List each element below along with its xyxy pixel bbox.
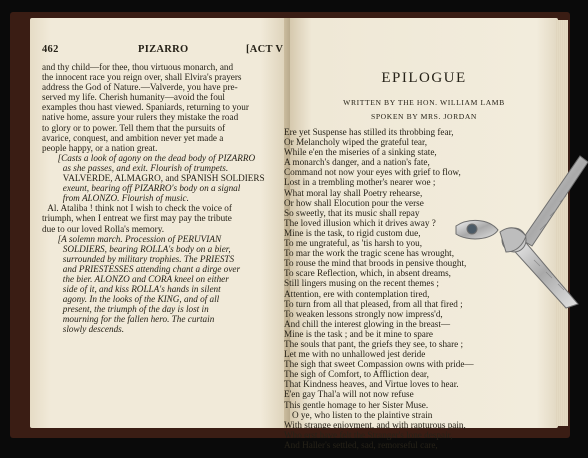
left-text-line: surrounded by military trophies. The PRIESTS <box>62 253 235 264</box>
verse-line: This gentle homage to her Sister Muse. <box>284 399 429 410</box>
verse-line: E'en gay Thal'a will not now refuse <box>284 389 414 400</box>
verse-line: To turn from all that pleased, from all that fired ; <box>284 298 463 309</box>
verse-line: What moral lay shall Poetry rehearse, <box>284 187 423 198</box>
left-text-line: to glory or to power. Tell them that the pursuits of <box>42 122 226 133</box>
verse-line: Who erst have felt the Stranger's lone despair, <box>284 429 453 440</box>
verse-line: The sigh of Comfort, to Affliction dear, <box>284 369 429 380</box>
left-text-line: the bier. ALONZO and CORA kneel on either <box>62 273 229 284</box>
left-page-text <box>42 62 265 335</box>
verse-line: So sweetly, that its music shall repay <box>284 207 420 218</box>
left-text-line: and thy child—for thee, thou virtuous monarch, and <box>42 62 234 72</box>
verse-line: To me ungrateful, as 'tis harsh to you, <box>284 238 423 249</box>
verse-line: To weaken lessons strongly now impress'd, <box>284 308 443 319</box>
verse-line: O ye, who listen to the plaintive strain <box>292 409 433 420</box>
verse-line: A monarch's danger, and a nation's fate, <box>284 157 430 168</box>
ornate-silver-page-clip-icon <box>448 148 588 308</box>
left-text-line: [A solemn march. Procession of PERUVIAN <box>57 233 222 244</box>
page-number: 462 <box>42 44 59 55</box>
left-text-line: mourning for the fallen hero. The curtain <box>62 314 215 325</box>
epilogue-verse <box>284 127 474 450</box>
left-text-line: due to our loved Rolla's memory. <box>42 223 165 234</box>
verse-line: Or Melancholy wiped the grateful tear, <box>284 137 428 148</box>
verse-line: Lost in a trembling mother's nearer woe ; <box>284 177 436 188</box>
verse-line: The sigh that sweet Compassion owns with pride— <box>284 359 474 370</box>
left-text-line: agony. In the looks of the KING, and of all <box>62 294 220 305</box>
left-text-line: avarice, conquest, and ambition never yet made a <box>42 132 224 143</box>
left-text-line: people happy, or a nation great. <box>42 142 158 153</box>
left-text-line: VALVERDE, ALMAGRO, and SPANISH SOLDIERS <box>62 173 265 184</box>
verse-line: The loved illusion which it drives away ? <box>284 217 436 228</box>
left-text-line: examples thou hast viewed. Spaniards, returning to your <box>42 102 249 113</box>
left-text-line: native home, assure your rulers they mistake the road <box>42 112 239 123</box>
written-by-line: WRITTEN BY THE HON. WILLIAM LAMB <box>343 98 505 107</box>
verse-line: Attention, ere with contemplation tired, <box>284 288 430 299</box>
left-text-line: SOLDIERS, bearing ROLLA's body on a bier, <box>62 243 231 254</box>
verse-line: The souls that pant, the griefs they see, to share ; <box>284 338 464 349</box>
left-text-line: Al. Ataliba ! think not I wish to check the voice of <box>47 203 232 214</box>
verse-line: And Haller's settled, sad, remorseful care, <box>284 439 438 450</box>
left-text-line: slowly descends. <box>62 324 125 335</box>
verse-line: With strange enjoyment, and with rapturous pain, <box>284 419 466 430</box>
verse-line: To rouse the mind that broods in pensive thought, <box>284 258 467 269</box>
left-text-line: present, the triumph of the day is lost in <box>62 304 209 315</box>
act-marker: [ACT V <box>246 44 284 55</box>
left-text-line: triumph, when I entreat we first may pay the tribute <box>42 213 232 224</box>
verse-line: Mine is the task ; and be it mine to spare <box>284 328 434 339</box>
verse-line: To scare Reflection, which, in absent dreams, <box>284 268 451 279</box>
verse-line: While e'en the miseries of a sinking state, <box>284 147 437 158</box>
verse-line: Or how shall Elocution pour the verse <box>284 197 424 208</box>
left-text-line: served my life. Cherish humanity—avoid the foul <box>42 92 225 103</box>
left-text-line: from ALONZO. Flourish of music. <box>62 193 189 204</box>
verse-line: Still lingers musing on the recent themes ; <box>284 278 439 289</box>
left-text-line: the innocent race you reign over, shall Elvira's prayers <box>42 72 242 83</box>
verse-line: And chill the interest glowing in the breast— <box>284 318 451 329</box>
verse-line: Mine is the task, to rigid custom due, <box>284 227 421 238</box>
left-page <box>30 18 292 428</box>
verse-line: Ere yet Suspense has stilled its throbbing fear, <box>284 127 454 137</box>
left-text-line: side of it, and kiss ROLLA's hands in silent <box>62 284 221 295</box>
spoken-by-line: SPOKEN BY MRS. JORDAN <box>371 112 477 121</box>
running-title: PIZARRO <box>138 44 189 55</box>
left-text-line: [Casts a look of agony on the dead body of PIZARRO <box>57 152 256 163</box>
verse-line: Command not now your eyes with grief to flow, <box>284 167 461 178</box>
epilogue-title: EPILOGUE <box>381 70 467 86</box>
left-text-line: as she passes, and exit. Flourish of trumpets. <box>62 162 229 173</box>
verse-line: That Kindness heaves, and Virtue loves to hear. <box>284 379 459 390</box>
verse-line: To mar the work the tragic scene has wrought, <box>284 248 455 259</box>
verse-line: Let me with no unhallowed jest deride <box>284 349 426 360</box>
left-text-line: exeunt, bearing off PIZARRO's body on a signal <box>62 183 241 194</box>
left-text-line: address the God of Nature.—Valverde, you have pre- <box>42 82 238 93</box>
left-text-line: and PRIESTESSES attending chant a dirge over <box>62 263 241 274</box>
